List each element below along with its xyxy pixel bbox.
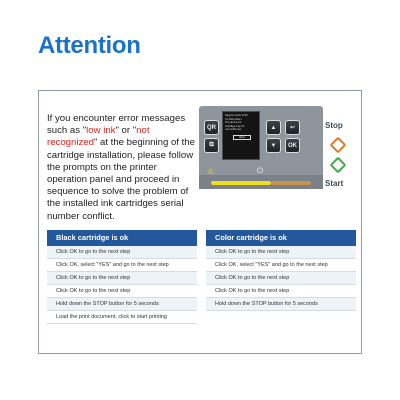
screen-next-button: Next [233, 135, 251, 140]
up-arrow-icon: ▲ [266, 120, 281, 135]
orange-indicator [271, 181, 311, 185]
table-row: Click OK to go to the next step [206, 246, 356, 259]
intro-part: " at the beginning of the cartridge installation, please follow the prompts on the printer operation panel and proceed in sequence to solve the problem of the installed ink cartridges serial number conflict. [47, 137, 195, 222]
page-title: Attention [38, 32, 141, 59]
printer-panel [199, 106, 323, 189]
table-row: Hold down the STOP button for 5 seconds [47, 298, 197, 311]
color-cartridge-table [206, 230, 356, 311]
not-recognized-text: not recognized [47, 125, 150, 149]
table-row: Click OK to go to the next step [206, 272, 356, 285]
black-cartridge-table [47, 230, 197, 324]
stop-button-icon [330, 137, 347, 154]
table-row: Click OK to go to the next step [47, 272, 197, 285]
table-row: Click OK, select "YES" and go to the next step [47, 259, 197, 272]
stop-label: Stop [325, 121, 343, 130]
table-row: Click OK to go to the next step [47, 285, 197, 298]
table-row: Click OK to go to the next step [47, 246, 197, 259]
black-table-header: Black cartridge is ok [47, 230, 197, 246]
intro-text [47, 113, 197, 223]
color-table-header: Color cartridge is ok [206, 230, 356, 246]
table-row: Click OK, select "YES" and go to the next step [206, 259, 356, 272]
screen-line: The above ink [225, 121, 242, 125]
intro-part: If you encounter error messages such as " [47, 113, 186, 137]
back-arrow-icon: ↩ [285, 120, 300, 135]
start-label: Start [325, 179, 344, 188]
intro-part: " or " [115, 125, 137, 137]
screen-line: cartridge may be [225, 124, 245, 128]
table-row: Load the print document, click to start printing [47, 311, 197, 324]
low-ink-text: low ink [86, 125, 116, 137]
screen-line: Support Code 1730 [225, 114, 248, 117]
panel-screen [222, 111, 260, 160]
screen-line: CL-NH+CHer+ [225, 117, 243, 121]
yellow-indicator [211, 181, 271, 185]
qr-button-icon: QR [204, 120, 219, 135]
start-button-icon [330, 157, 347, 174]
down-arrow-icon: ▼ [266, 138, 281, 153]
copy-button-icon: ⧉ [204, 138, 219, 153]
warning-icon: ⚠ [207, 167, 215, 176]
table-row: Click OK to go to the next step [206, 285, 356, 298]
table-row: Hold down the STOP button for 5 seconds [206, 298, 356, 311]
screen-line: not confirmed. [225, 128, 242, 132]
info-frame [38, 90, 362, 354]
ok-button-icon: OK [285, 138, 300, 153]
power-icon: ⏻ [257, 166, 264, 175]
